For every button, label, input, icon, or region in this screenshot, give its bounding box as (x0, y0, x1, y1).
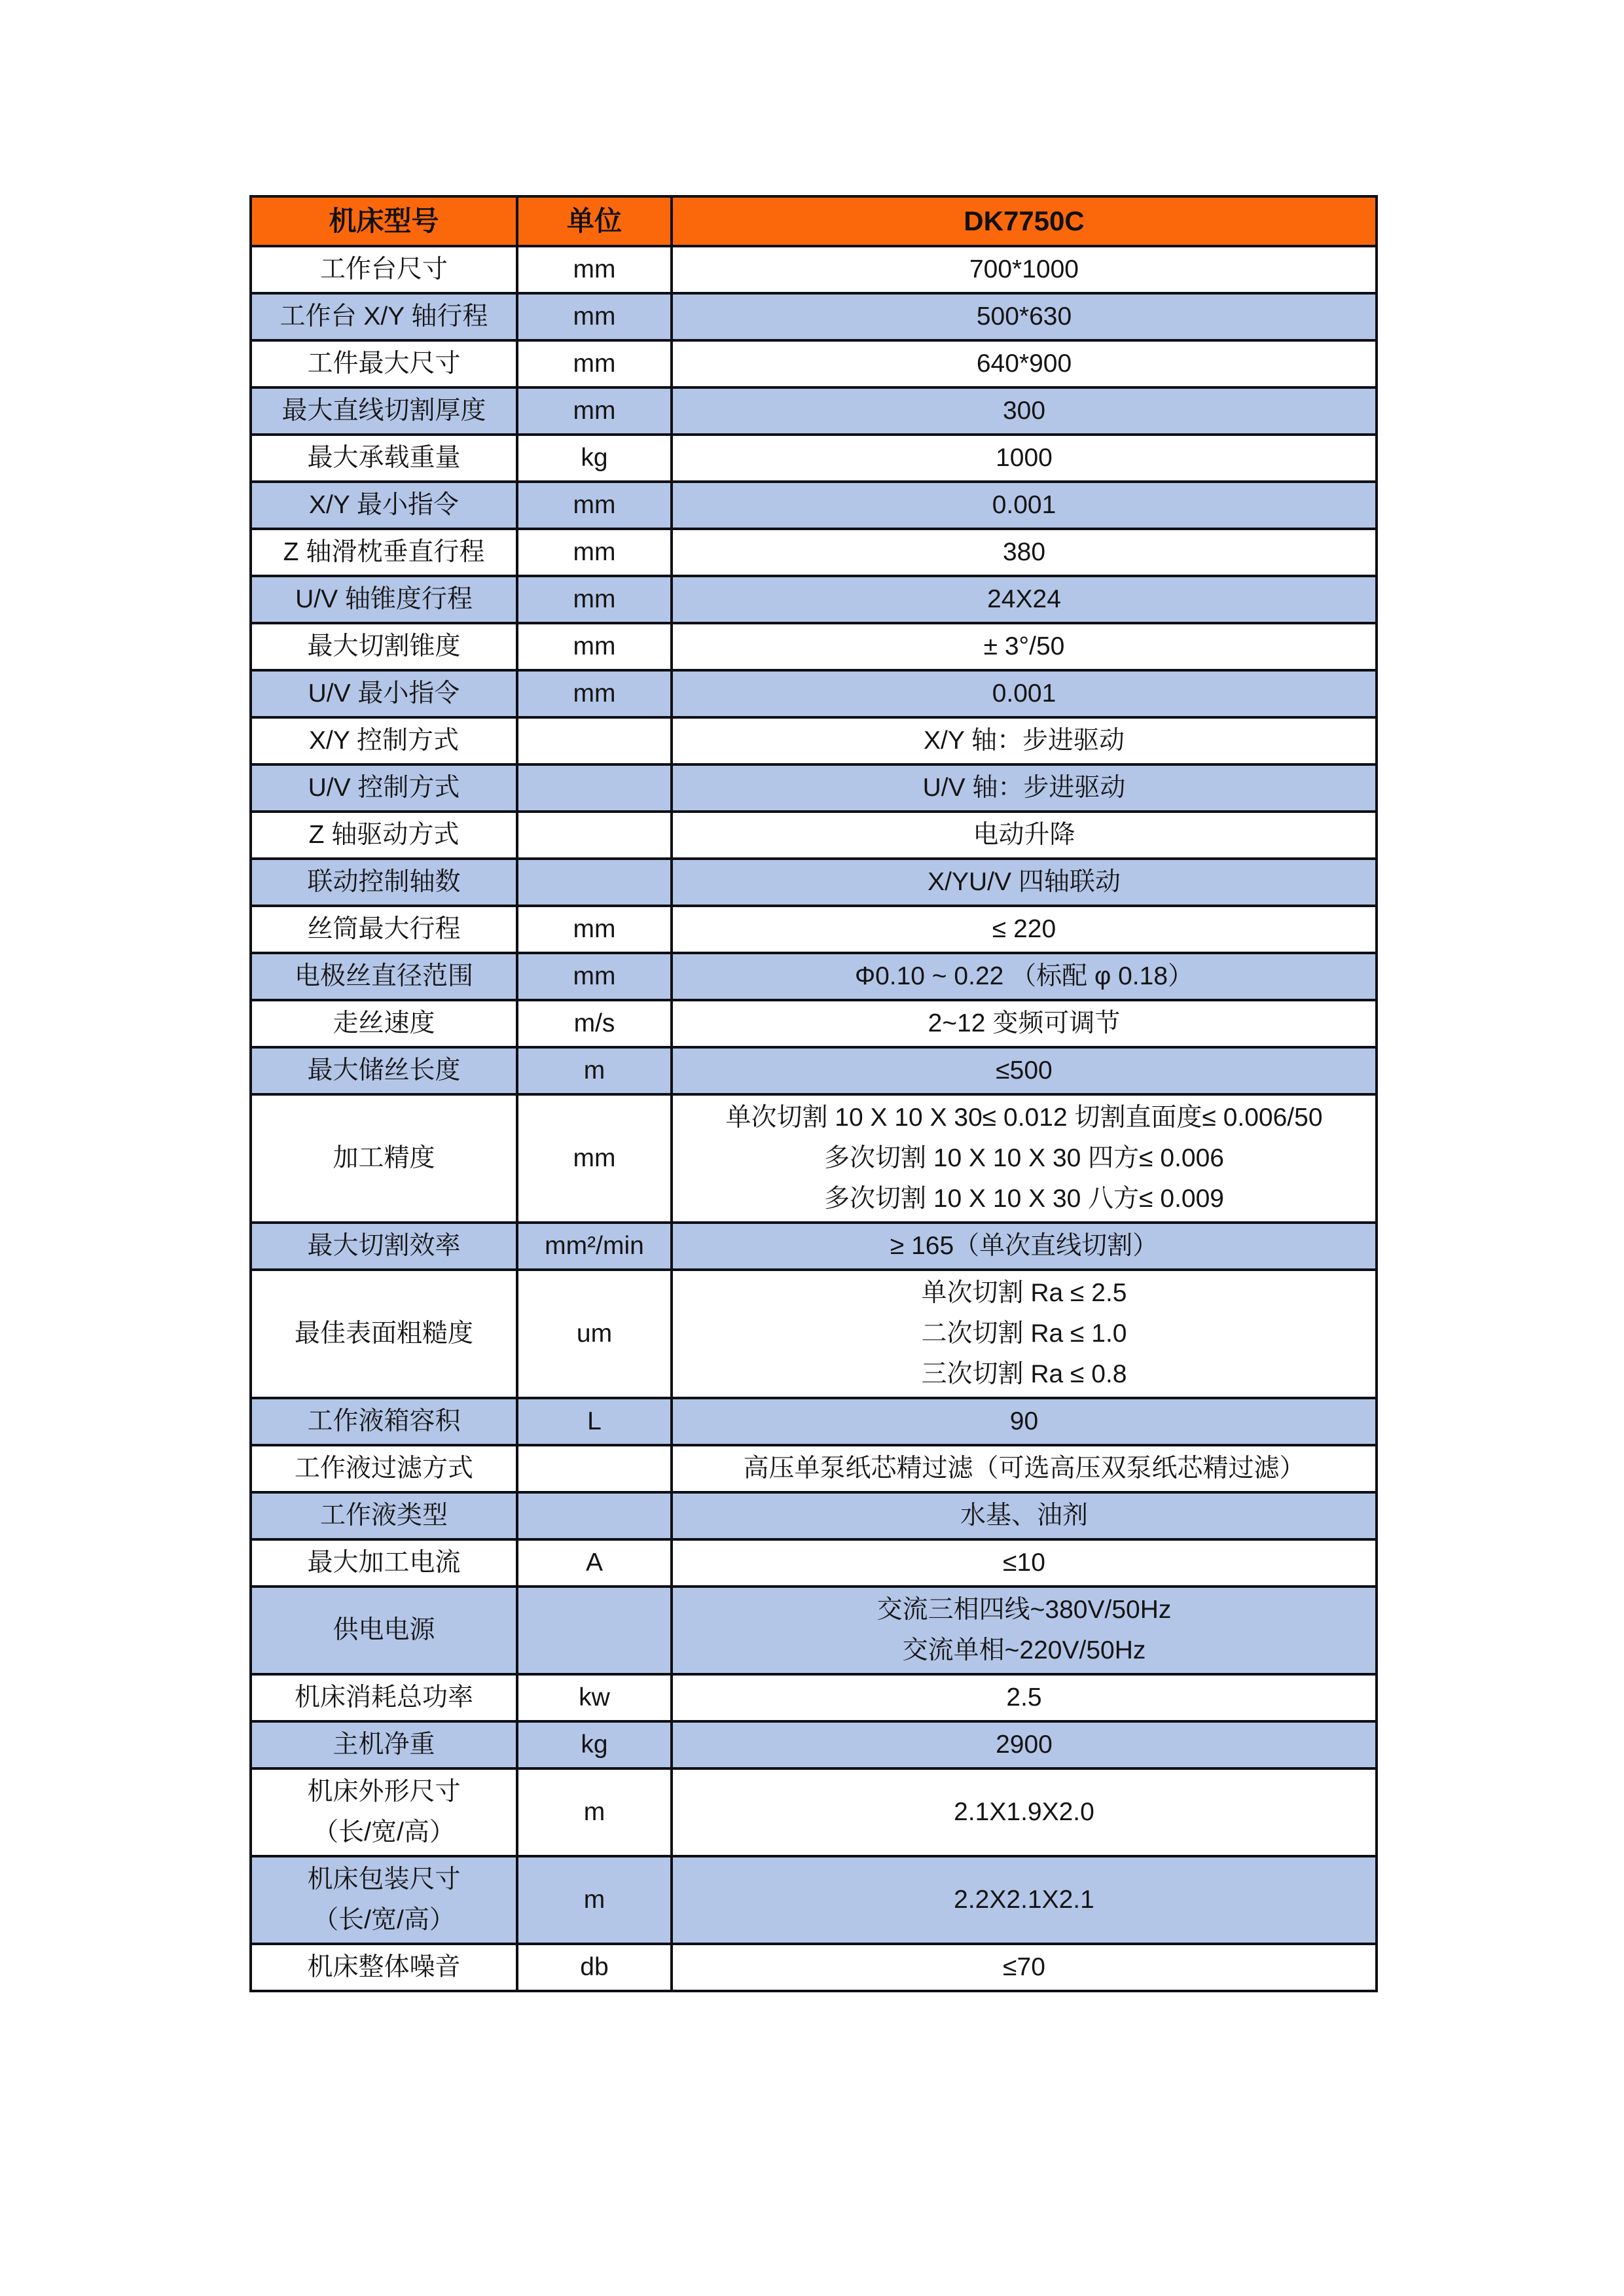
spec-value-line: 二次切割 Ra ≤ 1.0 (921, 1319, 1127, 1348)
spec-unit-cell (517, 1492, 672, 1539)
spec-value-line: 24X24 (987, 585, 1061, 613)
spec-value-cell (672, 1944, 1377, 1991)
spec-unit-cell: mm (517, 482, 672, 529)
spec-label-cell (251, 764, 517, 812)
spec-row (251, 717, 1377, 764)
spec-label: U/V 最小指令 (308, 679, 460, 708)
spec-value-cell (672, 717, 1377, 764)
spec-label: 联动控制轴数 (307, 868, 461, 896)
spec-unit-cell: mm (517, 529, 672, 576)
spec-label-cell (251, 1856, 517, 1944)
spec-value-line: ≤ 220 (992, 915, 1056, 943)
spec-value-line: 0.001 (992, 679, 1056, 708)
spec-label-cell (251, 1223, 517, 1270)
spec-label: 最大直线切割厚度 (281, 397, 486, 425)
spec-value-line: 0.001 (992, 491, 1056, 519)
spec-unit-cell (517, 764, 672, 812)
spec-label: 机床消耗总功率 (294, 1683, 473, 1712)
spec-row (251, 906, 1377, 953)
spec-row (251, 1587, 1377, 1674)
spec-label-cell (251, 1721, 517, 1768)
spec-label-cell (251, 529, 517, 576)
spec-label-cell (251, 906, 517, 953)
spec-value-line: 380 (1002, 538, 1046, 566)
spec-value-cell (672, 1768, 1377, 1856)
spec-row (251, 1398, 1377, 1445)
spec-unit-cell: um (517, 1270, 672, 1398)
spec-unit-cell: kw (517, 1674, 672, 1721)
spec-label: 机床整体噪音 (307, 1953, 461, 1981)
spec-label-cell (251, 953, 517, 1000)
spec-value-cell (672, 1492, 1377, 1539)
spec-value-line: 三次切割 Ra ≤ 0.8 (921, 1360, 1127, 1388)
spec-label-cell (251, 482, 517, 529)
spec-row (251, 1492, 1377, 1539)
spec-row (251, 1539, 1377, 1587)
spec-value-cell (672, 340, 1377, 387)
spec-label-cell (251, 1398, 517, 1445)
spec-row (251, 1000, 1377, 1047)
spec-label: 电极丝直径范围 (294, 962, 473, 990)
spec-value-cell (672, 1047, 1377, 1094)
spec-row (251, 1047, 1377, 1094)
spec-value-cell (672, 670, 1377, 717)
spec-label-cell (251, 1270, 517, 1398)
spec-label: 主机净重 (333, 1731, 435, 1759)
spec-label: 工作液类型 (319, 1501, 448, 1530)
spec-row (251, 764, 1377, 812)
spec-label-line2: （长/宽/高） (313, 1906, 455, 1934)
spec-unit-cell: mm (517, 953, 672, 1000)
spec-value-cell (672, 1094, 1377, 1223)
spec-label-cell (251, 576, 517, 623)
spec-header-row (251, 196, 1377, 246)
spec-value-line: 高压单泵纸芯精过滤（可选高压双泵纸芯精过滤） (743, 1454, 1305, 1482)
spec-unit-cell: mm (517, 623, 672, 670)
header-model-label: 机床型号 (251, 196, 517, 246)
spec-unit-cell: mm²/min (517, 1223, 672, 1270)
spec-label: 机床包装尺寸 (307, 1865, 461, 1893)
spec-value-line: ± 3°/50 (983, 632, 1065, 660)
spec-row (251, 387, 1377, 435)
spec-value-cell (672, 953, 1377, 1000)
spec-row (251, 293, 1377, 340)
spec-row (251, 812, 1377, 859)
spec-value-line: 电动升降 (973, 821, 1075, 849)
spec-label: U/V 控制方式 (308, 774, 460, 802)
spec-unit-cell: mm (517, 293, 672, 340)
spec-row (251, 953, 1377, 1000)
spec-row (251, 1674, 1377, 1721)
spec-unit-cell: m (517, 1047, 672, 1094)
spec-row (251, 1856, 1377, 1944)
spec-value-line: 多次切割 10 X 10 X 30 四方≤ 0.006 (823, 1144, 1224, 1172)
spec-label-line2: （长/宽/高） (313, 1818, 455, 1846)
spec-unit-cell: mm (517, 906, 672, 953)
spec-unit-cell: db (517, 1944, 672, 1991)
spec-value-cell (672, 482, 1377, 529)
spec-value-cell (672, 812, 1377, 859)
spec-value-line: 水基、油剂 (960, 1501, 1088, 1530)
spec-unit-cell (517, 717, 672, 764)
spec-value-cell (672, 764, 1377, 812)
spec-value-cell (672, 1000, 1377, 1047)
spec-row (251, 576, 1377, 623)
spec-unit-cell (517, 1587, 672, 1674)
spec-label: Z 轴滑枕垂直行程 (283, 538, 485, 566)
spec-value-cell (672, 246, 1377, 293)
spec-value-line: 2.2X2.1X2.1 (954, 1886, 1094, 1914)
spec-value-line: 单次切割 10 X 10 X 30≤ 0.012 切割直面度≤ 0.006/50 (725, 1103, 1323, 1132)
header-model-value: DK7750C (672, 196, 1377, 246)
spec-row (251, 1445, 1377, 1492)
spec-label-cell (251, 1000, 517, 1047)
spec-label: 工作液箱容积 (307, 1407, 461, 1435)
spec-value-cell (672, 1398, 1377, 1445)
spec-unit-cell: mm (517, 340, 672, 387)
spec-row (251, 859, 1377, 906)
spec-row (251, 1944, 1377, 1991)
spec-label: X/Y 控制方式 (309, 726, 459, 755)
spec-value-cell (672, 623, 1377, 670)
spec-unit-cell: kg (517, 1721, 672, 1768)
spec-unit-cell: mm (517, 246, 672, 293)
spec-value-cell (672, 1674, 1377, 1721)
spec-label-cell (251, 623, 517, 670)
spec-label: 最大储丝长度 (307, 1056, 461, 1085)
spec-label-cell (251, 859, 517, 906)
spec-value-line: 交流三相四线~380V/50Hz (876, 1596, 1172, 1624)
spec-value-cell (672, 1445, 1377, 1492)
spec-label-cell (251, 1445, 517, 1492)
spec-value-cell (672, 906, 1377, 953)
spec-label-cell (251, 246, 517, 293)
spec-label-cell (251, 1674, 517, 1721)
spec-value-cell (672, 529, 1377, 576)
spec-label-cell (251, 340, 517, 387)
spec-row (251, 623, 1377, 670)
spec-label-cell (251, 435, 517, 482)
spec-value-line: ≤10 (1003, 1549, 1045, 1577)
spec-label: Z 轴驱动方式 (308, 821, 460, 849)
spec-label-cell (251, 387, 517, 435)
spec-unit-cell (517, 859, 672, 906)
spec-value-line: 300 (1002, 397, 1046, 425)
spec-value-cell (672, 435, 1377, 482)
spec-row (251, 1223, 1377, 1270)
spec-row (251, 435, 1377, 482)
spec-unit-cell (517, 812, 672, 859)
spec-value-line: 2900 (996, 1731, 1053, 1759)
spec-label: 最大切割效率 (307, 1232, 461, 1260)
spec-value-cell (672, 576, 1377, 623)
header-unit-label: 单位 (517, 196, 672, 246)
spec-value-cell (672, 1539, 1377, 1587)
spec-row (251, 340, 1377, 387)
spec-row (251, 482, 1377, 529)
spec-label: X/Y 最小指令 (309, 491, 459, 519)
spec-value-cell (672, 1587, 1377, 1674)
spec-value-line: 500*630 (976, 302, 1072, 331)
spec-row (251, 246, 1377, 293)
spec-label: 最大切割锥度 (307, 632, 461, 660)
spec-unit-cell: mm (517, 670, 672, 717)
spec-value-line: ≤70 (1003, 1953, 1045, 1981)
spec-label-cell (251, 717, 517, 764)
spec-label: 最大加工电流 (307, 1549, 461, 1577)
spec-value-line: X/YU/V 四轴联动 (928, 868, 1121, 896)
spec-value-cell (672, 1223, 1377, 1270)
spec-value-line: 700*1000 (969, 255, 1079, 283)
spec-label: 最大承载重量 (307, 444, 461, 472)
spec-label: 供电电源 (333, 1616, 435, 1644)
spec-unit-cell: L (517, 1398, 672, 1445)
spec-value-cell (672, 1856, 1377, 1944)
spec-row (251, 670, 1377, 717)
spec-value-line: U/V 轴：步进驱动 (922, 774, 1126, 802)
spec-label: 工作台尺寸 (319, 255, 448, 283)
spec-unit-cell: mm (517, 1094, 672, 1223)
spec-label-cell (251, 1944, 517, 1991)
spec-row (251, 529, 1377, 576)
spec-value-line: 90 (1009, 1407, 1039, 1435)
spec-unit-cell: mm (517, 387, 672, 435)
spec-value-line: Φ0.10 ~ 0.22 （标配 φ 0.18） (854, 962, 1194, 990)
spec-label: 机床外形尺寸 (307, 1778, 461, 1806)
spec-value-line: 2~12 变频可调节 (928, 1009, 1121, 1037)
spec-row (251, 1094, 1377, 1223)
spec-label-cell (251, 1094, 517, 1223)
spec-value-cell (672, 859, 1377, 906)
machine-spec-table (249, 195, 1378, 1992)
spec-unit-cell: A (517, 1539, 672, 1587)
spec-value-line: 交流单相~220V/50Hz (902, 1636, 1146, 1664)
spec-label: 工作台 X/Y 轴行程 (280, 302, 488, 331)
spec-value-cell (672, 293, 1377, 340)
spec-value-cell (672, 1270, 1377, 1398)
spec-label-cell (251, 1047, 517, 1094)
spec-label-cell (251, 670, 517, 717)
spec-table-body (251, 246, 1377, 1991)
spec-label-cell (251, 1492, 517, 1539)
spec-unit-cell: kg (517, 435, 672, 482)
spec-label: 最佳表面粗糙度 (294, 1319, 473, 1348)
spec-row (251, 1768, 1377, 1856)
spec-label-cell (251, 1768, 517, 1856)
spec-value-cell (672, 387, 1377, 435)
spec-value-line: ≥ 165（单次直线切割） (890, 1232, 1159, 1260)
spec-value-line: 1000 (996, 444, 1053, 472)
spec-label: U/V 轴锥度行程 (295, 585, 473, 613)
spec-value-line: 2.1X1.9X2.0 (954, 1798, 1094, 1826)
spec-value-line: X/Y 轴：步进驱动 (924, 726, 1125, 755)
spec-label-cell (251, 1587, 517, 1674)
spec-value-line: 640*900 (976, 350, 1072, 378)
spec-label-cell (251, 1539, 517, 1587)
spec-label: 加工精度 (333, 1144, 435, 1172)
spec-value-line: 2.5 (1006, 1683, 1042, 1712)
spec-value-line: 多次切割 10 X 10 X 30 八方≤ 0.009 (823, 1185, 1224, 1213)
spec-label: 工件最大尺寸 (307, 350, 461, 378)
spec-unit-cell: m (517, 1768, 672, 1856)
spec-unit-cell (517, 1445, 672, 1492)
spec-unit-cell: m/s (517, 1000, 672, 1047)
spec-row (251, 1270, 1377, 1398)
spec-value-line: ≤500 (996, 1056, 1053, 1085)
spec-unit-cell: m (517, 1856, 672, 1944)
spec-label: 走丝速度 (333, 1009, 435, 1037)
spec-label: 工作液过滤方式 (294, 1454, 473, 1482)
spec-label-cell (251, 293, 517, 340)
spec-unit-cell: mm (517, 576, 672, 623)
spec-label-cell (251, 812, 517, 859)
spec-label: 丝筒最大行程 (307, 915, 461, 943)
spec-row (251, 1721, 1377, 1768)
spec-value-cell (672, 1721, 1377, 1768)
spec-value-line: 单次切割 Ra ≤ 2.5 (921, 1279, 1127, 1307)
